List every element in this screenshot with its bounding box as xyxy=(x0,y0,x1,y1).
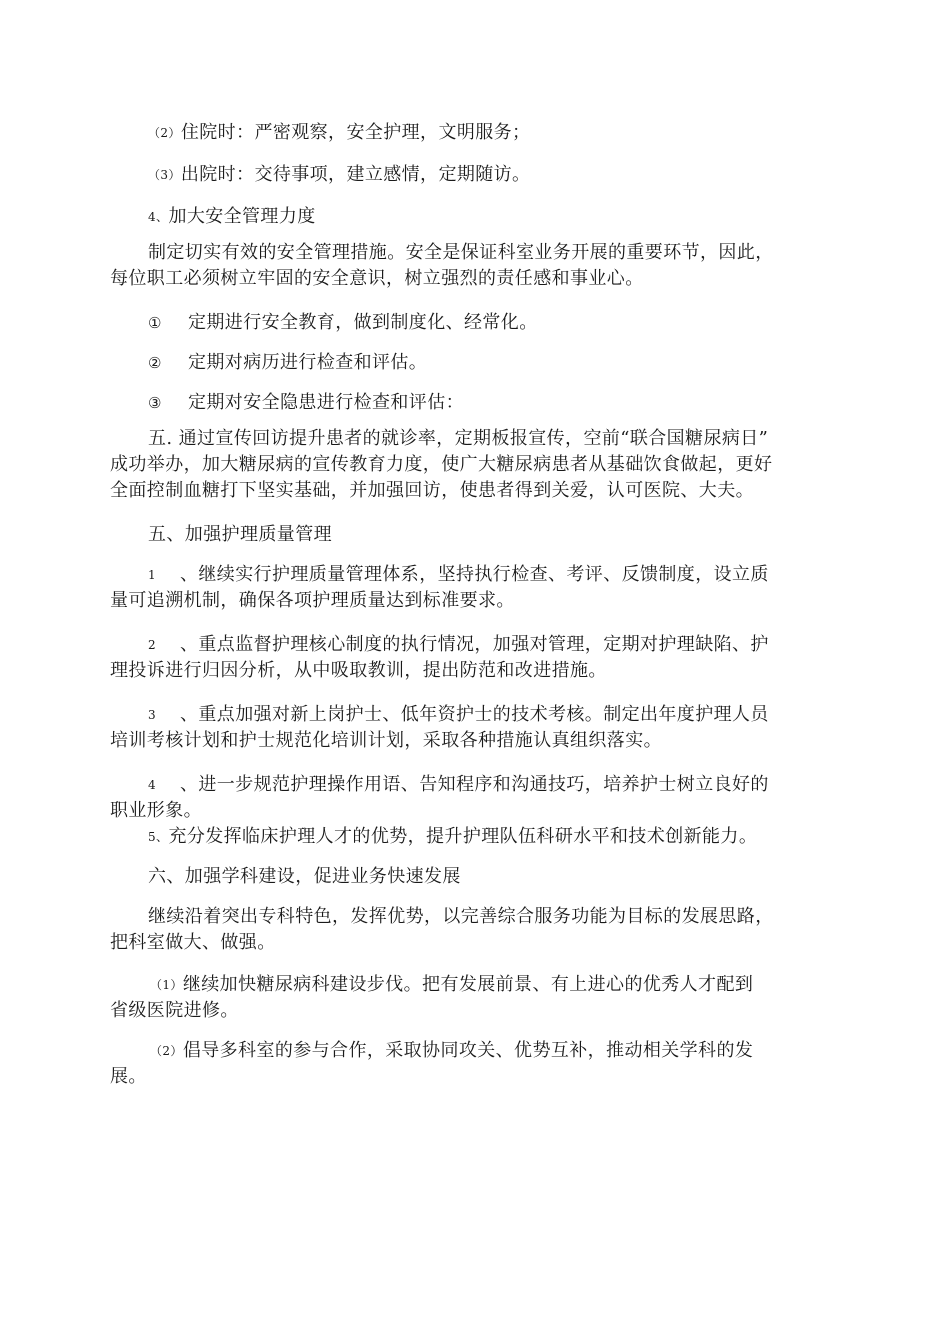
list-item-text: 定期进行安全教育，做到制度化、经常化。 xyxy=(188,312,538,333)
text-row xyxy=(110,1038,840,1064)
paragraph-discipline-2 xyxy=(110,1038,840,1090)
heading-text: 加大安全管理力度 xyxy=(168,206,316,227)
list-marker: 3 xyxy=(148,708,157,722)
paragraph-discipline-1 xyxy=(110,972,840,1024)
paragraph-safety-measures xyxy=(110,240,840,292)
text-row-content: 、重点监督护理核心制度的执行情况，加强对管理，定期对护理缺陷、护 xyxy=(180,634,769,655)
paragraph-discharge xyxy=(148,162,530,188)
paragraph-discipline-plan xyxy=(110,904,840,956)
list-marker: （1） xyxy=(150,978,183,992)
section-heading-discipline xyxy=(148,864,461,890)
heading-text: 五、加强护理质量管理 xyxy=(148,524,332,545)
text-row: 全面控制血糖打下坚实基础，并加强回访，使患者得到关爱，认可医院、大夫。 xyxy=(110,480,754,501)
section-heading-quality xyxy=(148,522,332,548)
text-row xyxy=(110,972,840,998)
text-row xyxy=(110,702,840,728)
paragraph-publicity xyxy=(110,426,840,504)
paragraph-text: 充分发挥临床护理人才的优势，提升护理队伍科研水平和技术创新能力。 xyxy=(168,826,758,847)
list-marker: 5、 xyxy=(148,830,169,844)
list-marker: （2） xyxy=(148,126,181,140)
text-row-content: 倡导多科室的参与合作，采取协同攻关、优势互补，推动相关学科的发 xyxy=(182,1040,754,1061)
paragraph-text: 住院时：严密观察，安全护理，文明服务； xyxy=(180,122,531,143)
text-row: 成功举办，加大糖尿病的宣传教育力度，使广大糖尿病患者从基础饮食做起，更好 xyxy=(110,454,773,475)
text-row: 量可追溯机制，确保各项护理质量达到标准要求。 xyxy=(110,590,515,611)
list-item-records-review xyxy=(148,350,427,376)
heading-text: 六、加强学科建设，促进业务快速发展 xyxy=(148,866,461,887)
list-item-text: 定期对病历进行检查和评估。 xyxy=(188,352,428,373)
text-row xyxy=(110,772,840,798)
list-marker: （3） xyxy=(148,168,181,182)
list-item-text: 定期对安全隐患进行检查和评估： xyxy=(188,392,464,413)
list-item-hazard-review xyxy=(148,390,464,416)
text-row: 职业形象。 xyxy=(110,800,202,821)
text-row: 制定切实有效的安全管理措施。安全是保证科室业务开展的重要环节，因此， xyxy=(148,242,774,263)
paragraph-text: 出院时：交待事项，建立感情，定期随访。 xyxy=(180,164,531,185)
list-marker: 2 xyxy=(148,638,157,652)
list-marker: 1 xyxy=(148,568,157,582)
paragraph-quality-1 xyxy=(110,562,840,614)
list-marker: （2） xyxy=(150,1044,183,1058)
text-row: 省级医院进修。 xyxy=(110,1000,239,1021)
paragraph-quality-5 xyxy=(148,824,757,850)
text-row-content: 、进一步规范护理操作用语、告知程序和沟通技巧，培养护士树立良好的 xyxy=(180,774,769,795)
list-marker: 4 xyxy=(148,778,157,792)
text-row: 继续沿着突出专科特色，发挥优势，以完善综合服务功能为目标的发展思路， xyxy=(148,906,774,927)
list-item-safety-education xyxy=(148,310,538,336)
paragraph-quality-2 xyxy=(110,632,840,684)
text-row: 展。 xyxy=(110,1066,147,1087)
paragraph-admission xyxy=(148,120,530,146)
text-row-content: 、重点加强对新上岗护士、低年资护士的技术考核。制定出年度护理人员 xyxy=(180,704,769,725)
text-row-content: 继续加快糖尿病科建设步伐。把有发展前景、有上进心的优秀人才配到 xyxy=(182,974,754,995)
section-heading-safety xyxy=(148,204,316,230)
list-marker: ③ xyxy=(148,394,162,412)
paragraph-quality-3 xyxy=(110,702,840,754)
text-row xyxy=(110,562,840,588)
list-marker: ② xyxy=(148,354,162,372)
text-row: 培训考核计划和护士规范化培训计划，采取各种措施认真组织落实。 xyxy=(110,730,662,751)
text-row xyxy=(110,632,840,658)
list-marker: ① xyxy=(148,314,162,332)
paragraph-quality-4 xyxy=(110,772,840,824)
text-row: 理投诉进行归因分析，从中吸取教训，提出防范和改进措施。 xyxy=(110,660,607,681)
list-marker: 4、 xyxy=(148,210,169,224)
text-row: 每位职工必须树立牢固的安全意识，树立强烈的责任感和事业心。 xyxy=(110,268,644,289)
text-row: 把科室做大、做强。 xyxy=(110,932,276,953)
text-row-content: 、继续实行护理质量管理体系，坚持执行检查、考评、反馈制度，设立质 xyxy=(180,564,769,585)
text-row: 五. 通过宣传回访提升患者的就诊率，定期板报宣传，空前“联合国糖尿病日” xyxy=(148,428,769,449)
